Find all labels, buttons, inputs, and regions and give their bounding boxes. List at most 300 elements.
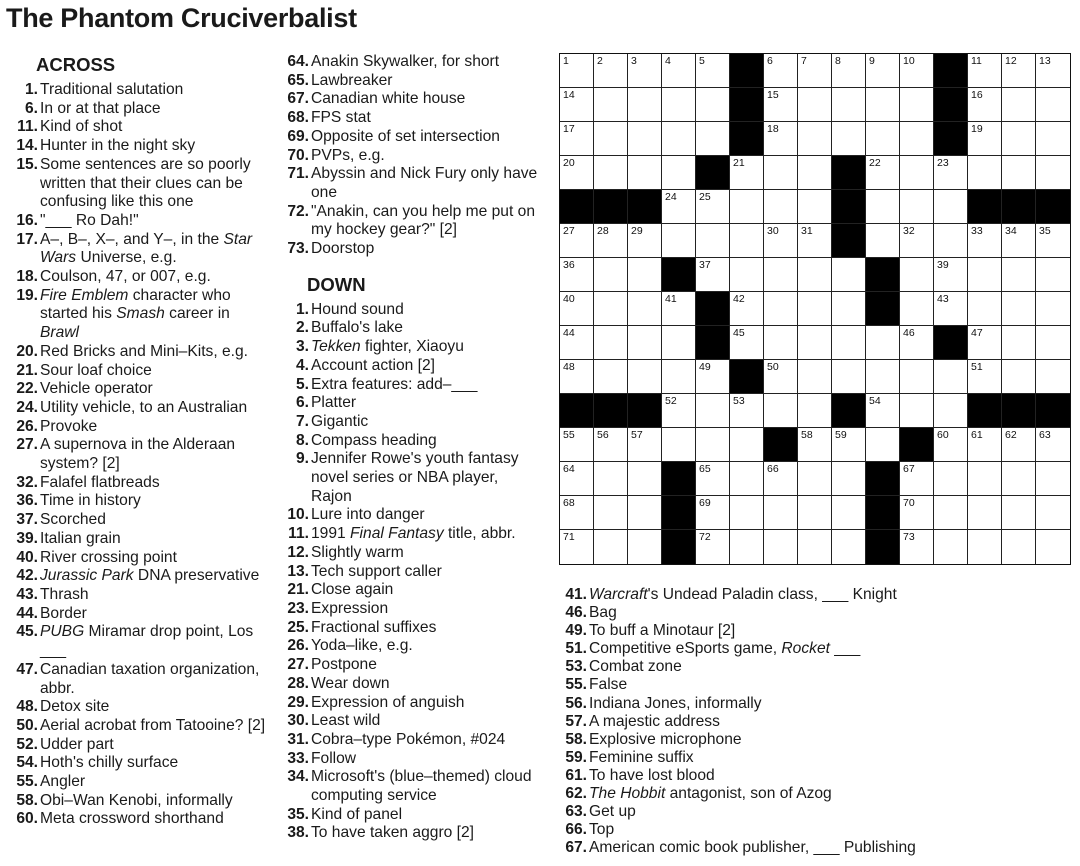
grid-cell[interactable] [1002, 258, 1036, 292]
clue-number: 45. [16, 623, 38, 641]
grid-cell[interactable] [798, 326, 832, 360]
clue-item [275, 319, 545, 338]
clue-item [275, 432, 545, 451]
across-clue-list-continued [275, 53, 545, 259]
cell-number: 40 [563, 293, 575, 305]
grid-cell[interactable] [764, 326, 798, 360]
clue-text: Canadian taxation organization, abbr. [40, 660, 260, 697]
grid-cell[interactable] [832, 326, 866, 360]
clue-item [4, 567, 266, 586]
grid-cell[interactable] [900, 462, 934, 496]
grid-cell[interactable] [1036, 428, 1070, 462]
grid-cell[interactable] [560, 292, 594, 326]
grid-cell[interactable] [730, 292, 764, 326]
clue-text: Scorched [40, 511, 106, 529]
grid-cell[interactable] [934, 394, 968, 428]
clue-number: 48. [16, 698, 38, 716]
grid-cell[interactable] [628, 530, 662, 564]
crossword-grid [559, 53, 1071, 565]
clue-item [275, 450, 545, 506]
grid-cell[interactable] [730, 496, 764, 530]
cell-number: 25 [699, 191, 711, 203]
grid-cell[interactable] [560, 530, 594, 564]
grid-cell[interactable] [628, 258, 662, 292]
grid-cell[interactable] [696, 190, 730, 224]
grid-cell[interactable] [764, 224, 798, 258]
grid-cell[interactable] [764, 292, 798, 326]
grid-cell[interactable] [900, 88, 934, 122]
grid-cell[interactable] [662, 88, 696, 122]
clue-number: 57. [565, 712, 587, 730]
clue-number: 4. [295, 356, 309, 374]
clue-text: "Anakin, can you help me put on my hockey gear?" [2] [311, 202, 535, 239]
clue-item [4, 717, 266, 736]
grid-cell[interactable] [1036, 258, 1070, 292]
grid-cell[interactable] [900, 54, 934, 88]
grid-cell[interactable] [696, 54, 730, 88]
grid-cell[interactable] [628, 462, 662, 496]
grid-cell[interactable] [866, 190, 900, 224]
grid-cell[interactable] [730, 530, 764, 564]
grid-cell[interactable] [1002, 496, 1036, 530]
across-heading: ACROSS [36, 54, 116, 75]
clue-number: 70. [287, 146, 309, 164]
clue-number: 41. [565, 586, 587, 603]
black-square [866, 462, 900, 496]
clue-number: 52. [16, 735, 38, 753]
grid-cell[interactable] [1002, 462, 1036, 496]
clue-text: Anakin Skywalker, for short [311, 53, 500, 70]
grid-cell[interactable] [560, 88, 594, 122]
grid-cell[interactable] [900, 190, 934, 224]
clue-text: Opposite of set intersection [311, 127, 500, 145]
clue-text: Microsoft's (blue–themed) cloud computing service [311, 768, 532, 805]
grid-cell[interactable] [900, 224, 934, 258]
grid-cell[interactable] [798, 224, 832, 258]
black-square [832, 156, 866, 190]
clue-item [4, 810, 266, 829]
grid-cell[interactable] [696, 428, 730, 462]
grid-cell[interactable] [560, 54, 594, 88]
grid-cell[interactable] [764, 258, 798, 292]
clue-item [4, 474, 266, 493]
clue-text: Platter [311, 394, 357, 412]
grid-cell[interactable] [628, 122, 662, 156]
black-square [730, 54, 764, 88]
grid-cell[interactable] [662, 156, 696, 190]
clue-text: Lure into danger [311, 506, 425, 524]
grid-cell[interactable] [798, 360, 832, 394]
cell-number: 51 [971, 361, 983, 373]
clue-number: 13. [287, 562, 309, 580]
grid-cell[interactable] [934, 190, 968, 224]
clue-text: In or at that place [40, 99, 161, 117]
grid-cell[interactable] [730, 258, 764, 292]
grid-cell[interactable] [560, 122, 594, 156]
grid-cell[interactable] [696, 224, 730, 258]
grid-cell[interactable] [628, 496, 662, 530]
clue-text: Competitive eSports game, Rocket ___ [589, 640, 861, 658]
clue-number: 14. [16, 137, 38, 155]
grid-cell[interactable] [866, 54, 900, 88]
grid-cell[interactable] [798, 190, 832, 224]
cell-number: 14 [563, 89, 575, 101]
clue-item [4, 399, 266, 418]
grid-cell[interactable] [560, 258, 594, 292]
grid-cell[interactable] [832, 122, 866, 156]
grid-cell[interactable] [900, 156, 934, 190]
cell-number: 24 [665, 191, 677, 203]
grid-cell[interactable] [1036, 88, 1070, 122]
grid-cell[interactable] [1002, 88, 1036, 122]
grid-cell[interactable] [594, 258, 628, 292]
clue-item [4, 698, 266, 717]
cell-number: 66 [767, 463, 779, 475]
grid-cell[interactable] [764, 496, 798, 530]
clue-item [275, 165, 545, 202]
grid-cell[interactable] [560, 428, 594, 462]
clue-text: Doorstop [311, 240, 375, 258]
grid-cell[interactable] [968, 54, 1002, 88]
clue-item [4, 773, 266, 792]
grid-cell[interactable] [934, 530, 968, 564]
grid-cell[interactable] [900, 394, 934, 428]
grid-cell[interactable] [662, 292, 696, 326]
grid-cell[interactable] [764, 190, 798, 224]
clue-item [4, 549, 266, 568]
clue-item [4, 156, 266, 212]
cell-number: 69 [699, 497, 711, 509]
grid-cell[interactable] [968, 360, 1002, 394]
grid-cell[interactable] [1002, 156, 1036, 190]
clues-column-2 [275, 53, 545, 843]
grid-cell[interactable] [560, 462, 594, 496]
grid-cell[interactable] [900, 496, 934, 530]
cell-number: 21 [733, 157, 745, 169]
grid-cell[interactable] [1002, 224, 1036, 258]
grid-cell[interactable] [934, 224, 968, 258]
clue-text: To have taken aggro [2] [311, 824, 474, 842]
grid-cell[interactable] [1002, 530, 1036, 564]
grid-cell[interactable] [594, 292, 628, 326]
cell-number: 11 [971, 55, 982, 67]
grid-cell[interactable] [628, 88, 662, 122]
clue-item [275, 506, 545, 525]
grid-cell[interactable] [968, 122, 1002, 156]
grid-cell[interactable] [764, 88, 798, 122]
grid-cell[interactable] [832, 462, 866, 496]
black-square [832, 224, 866, 258]
grid-cell[interactable] [662, 54, 696, 88]
clue-number: 64. [287, 53, 309, 70]
grid-cell[interactable] [662, 190, 696, 224]
clue-item [555, 586, 1075, 604]
black-square [968, 394, 1002, 428]
grid-cell[interactable] [764, 394, 798, 428]
grid-cell[interactable] [764, 462, 798, 496]
grid-cell[interactable] [594, 360, 628, 394]
grid-cell[interactable] [594, 88, 628, 122]
grid-cell[interactable] [730, 224, 764, 258]
clue-number: 11. [288, 525, 309, 543]
grid-cell[interactable] [866, 326, 900, 360]
grid-cell[interactable] [968, 156, 1002, 190]
grid-cell[interactable] [866, 428, 900, 462]
clue-text: PUBG Miramar drop point, Los ___ [40, 623, 254, 660]
grid-cell[interactable] [560, 496, 594, 530]
grid-cell[interactable] [832, 428, 866, 462]
grid-cell[interactable] [968, 258, 1002, 292]
grid-cell[interactable] [560, 360, 594, 394]
grid-cell[interactable] [662, 326, 696, 360]
grid-cell[interactable] [662, 360, 696, 394]
grid-cell[interactable] [628, 54, 662, 88]
cell-number: 67 [903, 463, 915, 475]
clue-text: Gigantic [311, 412, 369, 430]
clue-text: Yoda–like, e.g. [311, 637, 413, 655]
grid-cell[interactable] [696, 88, 730, 122]
grid-cell[interactable] [662, 122, 696, 156]
grid-cell[interactable] [798, 122, 832, 156]
grid-cell[interactable] [968, 496, 1002, 530]
grid-cell[interactable] [934, 360, 968, 394]
cell-number: 45 [733, 327, 745, 339]
grid-cell[interactable] [798, 394, 832, 428]
grid-cell[interactable] [628, 292, 662, 326]
grid-cell[interactable] [1036, 360, 1070, 394]
clue-item [555, 731, 1075, 749]
grid-cell[interactable] [866, 224, 900, 258]
grid-cell[interactable] [696, 122, 730, 156]
grid-cell[interactable] [1002, 292, 1036, 326]
cell-number: 8 [835, 55, 841, 67]
grid-cell[interactable] [730, 190, 764, 224]
clue-text: Detox site [40, 698, 110, 716]
grid-cell[interactable] [662, 428, 696, 462]
grid-cell[interactable] [968, 88, 1002, 122]
cell-number: 46 [903, 327, 915, 339]
grid-cell[interactable] [832, 360, 866, 394]
grid-cell[interactable] [866, 122, 900, 156]
grid-cell[interactable] [900, 258, 934, 292]
grid-cell[interactable] [900, 360, 934, 394]
grid-cell[interactable] [730, 326, 764, 360]
grid-cell[interactable] [594, 496, 628, 530]
grid-cell[interactable] [798, 496, 832, 530]
clue-item [4, 287, 266, 343]
grid-cell[interactable] [866, 394, 900, 428]
grid-cell[interactable] [900, 530, 934, 564]
grid-cell[interactable] [866, 156, 900, 190]
grid-cell[interactable] [968, 428, 1002, 462]
grid-cell[interactable] [934, 156, 968, 190]
grid-cell[interactable] [832, 292, 866, 326]
clue-number: 56. [565, 694, 587, 712]
grid-cell[interactable] [730, 156, 764, 190]
grid-cell[interactable] [662, 394, 696, 428]
clue-number: 43. [16, 585, 38, 603]
cell-number: 10 [903, 55, 915, 67]
grid-cell[interactable] [764, 122, 798, 156]
clue-number: 50. [16, 716, 38, 734]
grid-cell[interactable] [1036, 530, 1070, 564]
cell-number: 17 [563, 123, 575, 135]
grid-cell[interactable] [594, 326, 628, 360]
grid-cell[interactable] [594, 122, 628, 156]
grid-cell[interactable] [628, 360, 662, 394]
grid-cell[interactable] [1036, 496, 1070, 530]
grid-cell[interactable] [696, 530, 730, 564]
cell-number: 9 [869, 55, 875, 67]
grid-cell[interactable] [1036, 122, 1070, 156]
clue-item [275, 203, 545, 240]
clue-item [4, 137, 266, 156]
grid-cell[interactable] [696, 462, 730, 496]
grid-cell[interactable] [594, 54, 628, 88]
clue-number: 1. [295, 300, 309, 318]
grid-cell[interactable] [764, 360, 798, 394]
clue-item [4, 362, 266, 381]
grid-cell[interactable] [934, 462, 968, 496]
grid-cell[interactable] [968, 462, 1002, 496]
clue-item [4, 268, 266, 287]
grid-cell[interactable] [866, 360, 900, 394]
cell-number: 70 [903, 497, 915, 509]
grid-cell[interactable] [968, 224, 1002, 258]
grid-cell[interactable] [764, 54, 798, 88]
grid-cell[interactable] [798, 88, 832, 122]
grid-cell[interactable] [1036, 156, 1070, 190]
grid-cell[interactable] [730, 462, 764, 496]
grid-cell[interactable] [934, 496, 968, 530]
cell-number: 41 [665, 293, 677, 305]
grid-cell[interactable] [628, 224, 662, 258]
clue-item [275, 563, 545, 582]
grid-cell[interactable] [900, 122, 934, 156]
grid-cell[interactable] [764, 530, 798, 564]
clue-number: 30. [287, 712, 309, 730]
grid-cell[interactable] [798, 530, 832, 564]
cell-number: 15 [767, 89, 779, 101]
grid-cell[interactable] [832, 88, 866, 122]
grid-cell[interactable] [968, 292, 1002, 326]
grid-cell[interactable] [628, 428, 662, 462]
clue-item [275, 600, 545, 619]
clue-number: 21. [287, 581, 309, 599]
clue-number: 26. [16, 417, 38, 435]
grid-cell[interactable] [1002, 54, 1036, 88]
grid-cell[interactable] [798, 462, 832, 496]
clue-text: Kind of shot [40, 118, 123, 136]
clue-text: Time in history [40, 492, 141, 510]
grid-cell[interactable] [1036, 462, 1070, 496]
grid-cell[interactable] [1036, 292, 1070, 326]
clue-item [275, 750, 545, 769]
grid-cell[interactable] [866, 88, 900, 122]
grid-cell[interactable] [594, 428, 628, 462]
grid-cell[interactable] [730, 428, 764, 462]
grid-cell[interactable] [1002, 360, 1036, 394]
grid-cell[interactable] [798, 156, 832, 190]
grid-cell[interactable] [594, 462, 628, 496]
grid-cell[interactable] [594, 530, 628, 564]
clue-number: 32. [16, 473, 38, 491]
clue-item [555, 676, 1075, 694]
grid-cell[interactable] [1002, 326, 1036, 360]
grid-cell[interactable] [594, 156, 628, 190]
grid-cell[interactable] [594, 224, 628, 258]
grid-cell[interactable] [696, 258, 730, 292]
grid-cell[interactable] [662, 224, 696, 258]
grid-cell[interactable] [560, 326, 594, 360]
grid-cell[interactable] [696, 394, 730, 428]
cell-number: 32 [903, 225, 915, 237]
clue-text: Meta crossword shorthand [40, 810, 224, 828]
grid-cell[interactable] [934, 292, 968, 326]
grid-cell[interactable] [764, 156, 798, 190]
clue-item [555, 622, 1075, 640]
grid-cell[interactable] [696, 496, 730, 530]
grid-cell[interactable] [798, 258, 832, 292]
grid-cell[interactable] [934, 258, 968, 292]
clue-text: Vehicle operator [40, 380, 153, 398]
grid-cell[interactable] [1036, 326, 1070, 360]
grid-cell[interactable] [968, 530, 1002, 564]
clue-item [555, 749, 1075, 767]
cell-number: 29 [631, 225, 643, 237]
grid-cell[interactable] [832, 258, 866, 292]
clue-text: Tekken fighter, Xiaoyu [311, 338, 464, 356]
grid-cell[interactable] [832, 54, 866, 88]
clue-item [275, 581, 545, 600]
clue-item [275, 656, 545, 675]
cell-number: 6 [767, 55, 773, 67]
clue-item [4, 343, 266, 362]
cell-number: 34 [1005, 225, 1017, 237]
cell-number: 50 [767, 361, 779, 373]
grid-cell[interactable] [934, 428, 968, 462]
grid-cell[interactable] [628, 326, 662, 360]
grid-cell[interactable] [798, 54, 832, 88]
clue-text: Wear down [311, 674, 390, 692]
grid-cell[interactable] [798, 292, 832, 326]
grid-cell[interactable] [968, 326, 1002, 360]
grid-cell[interactable] [730, 394, 764, 428]
grid-cell[interactable] [696, 360, 730, 394]
grid-cell[interactable] [832, 496, 866, 530]
grid-cell[interactable] [560, 224, 594, 258]
grid-cell[interactable] [628, 156, 662, 190]
clue-text: Red Bricks and Mini–Kits, e.g. [40, 342, 249, 360]
clue-text: Feminine suffix [589, 748, 694, 766]
clue-number: 28. [287, 674, 309, 692]
grid-cell[interactable] [560, 156, 594, 190]
grid-cell[interactable] [1002, 428, 1036, 462]
clue-item [275, 109, 545, 128]
grid-cell[interactable] [798, 428, 832, 462]
grid-cell[interactable] [832, 530, 866, 564]
clue-item [555, 713, 1075, 731]
grid-cell[interactable] [1036, 224, 1070, 258]
clue-text: To buff a Minotaur [2] [589, 622, 736, 640]
grid-cell[interactable] [1002, 122, 1036, 156]
grid-cell[interactable] [900, 292, 934, 326]
black-square [662, 258, 696, 292]
clue-number: 53. [565, 658, 587, 676]
grid-cell[interactable] [1036, 54, 1070, 88]
grid-cell[interactable] [900, 326, 934, 360]
clue-number: 55. [16, 773, 38, 791]
